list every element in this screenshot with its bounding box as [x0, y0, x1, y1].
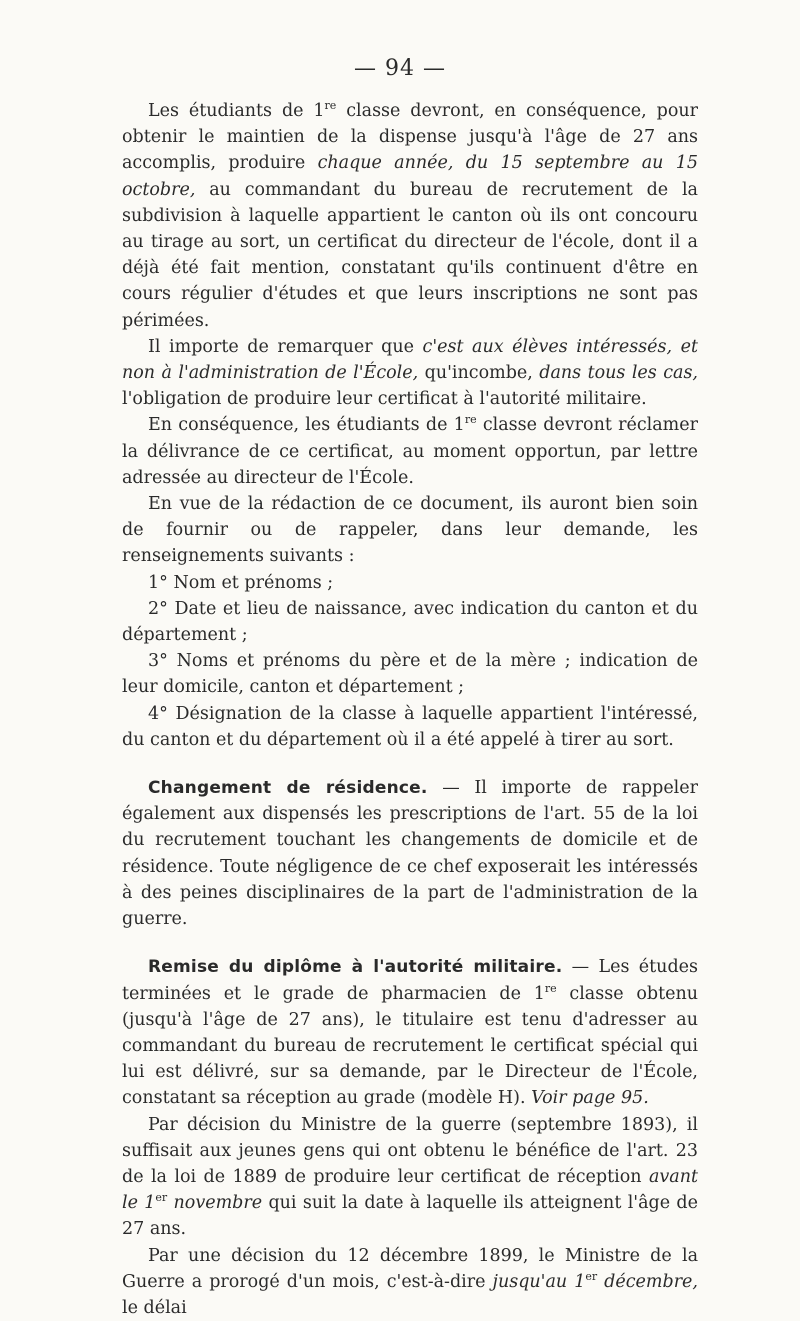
section-change-of-residence: Changement de résidence. — Il importe de rappeler également aux dispensés les prescriptions de l'art. 55 de la loi du recrutement touchant les changements de domicile et de résidence. Toute négligence de ce chef exposerait les intéressés à des peines disciplinaires de la part de l'administration de la guerre. — [122, 778, 698, 930]
section-heading: Changement de résidence. — [148, 778, 428, 799]
page-number: — 94 — — [354, 56, 446, 81]
page-body — [122, 98, 698, 1321]
section-heading: Remise du diplôme à l'autorité militaire. — [148, 957, 563, 978]
list-item: 3° Noms et prénoms du père et de la mère ; indication de leur domicile, canton et département ; — [122, 651, 698, 698]
section-diploma-submission: Remise du diplôme à l'autorité militaire. — Les études terminées et le grade de pharmacien de 1re classe obtenu (jusqu'à l'âge de 27 ans), le titulaire est tenu d'adresser au commandant du bureau de recrutement le certificat spécial qui lui est délivré, sur sa demande, par le Directeur de l'École, constatant sa réception au grade (modèle H). Voir page 95. — [122, 957, 698, 1109]
paragraph-ministerial-decision-1899: Par une décision du 12 décembre 1899, le Ministre de la Guerre a prorogé d'un mois, c'est-à-dire jusqu'au 1er décembre, le délai — [122, 1245, 698, 1318]
paragraph-certificate-renewal: Les étudiants de 1re classe devront, en conséquence, pour obtenir le maintien de la dispense jusqu'à l'âge de 27 ans accomplis, produire chaque année, du 15 septembre au 15 octobre, au commandant du bureau de recrutement de la subdivision à laquelle appartient le canton où ils ont concouru au tirage au sort, un certificat du directeur de l'école, dont il a déjà été fait mention, constatant qu'ils continuent d'être en cours régulier d'études et que leurs inscriptions ne sont pas périmées. — [122, 99, 698, 331]
list-item: 2° Date et lieu de naissance, avec indication du canton et du département ; — [122, 598, 698, 646]
list-item: 4° Désignation de la classe à laquelle appartient l'intéressé, du canton et du département où il a été appelé à tirer au sort. — [122, 703, 698, 750]
list-item: 1° Nom et prénoms ; — [148, 572, 334, 593]
page-reference: Voir page 95. — [531, 1088, 649, 1109]
paragraph-request-letter: En conséquence, les étudiants de 1re classe devront réclamer la délivrance de ce certificat, au moment opportun, par lettre adressée au directeur de l'École. — [122, 413, 698, 488]
paragraph-student-obligation: Il importe de remarquer que c'est aux élèves intéressés, et non à l'administration de l'École, qu'incombe, dans tous les cas, l'obligation de produire leur certificat à l'autorité militaire. — [122, 336, 698, 410]
paragraph-required-information: En vue de la rédaction de ce document, ils auront bien soin de fournir ou de rappeler, dans leur demande, les renseignements suivants : — [122, 494, 698, 567]
paragraph-ministerial-decision-1893: Par décision du Ministre de la guerre (septembre 1893), il suffisait aux jeunes gens qui ont obtenu le bénéfice de l'art. 23 de la loi de 1889 de produire leur certificat de réception avant le 1er novembre qui suit la date à laquelle ils atteignent l'âge de 27 ans. — [122, 1114, 698, 1240]
